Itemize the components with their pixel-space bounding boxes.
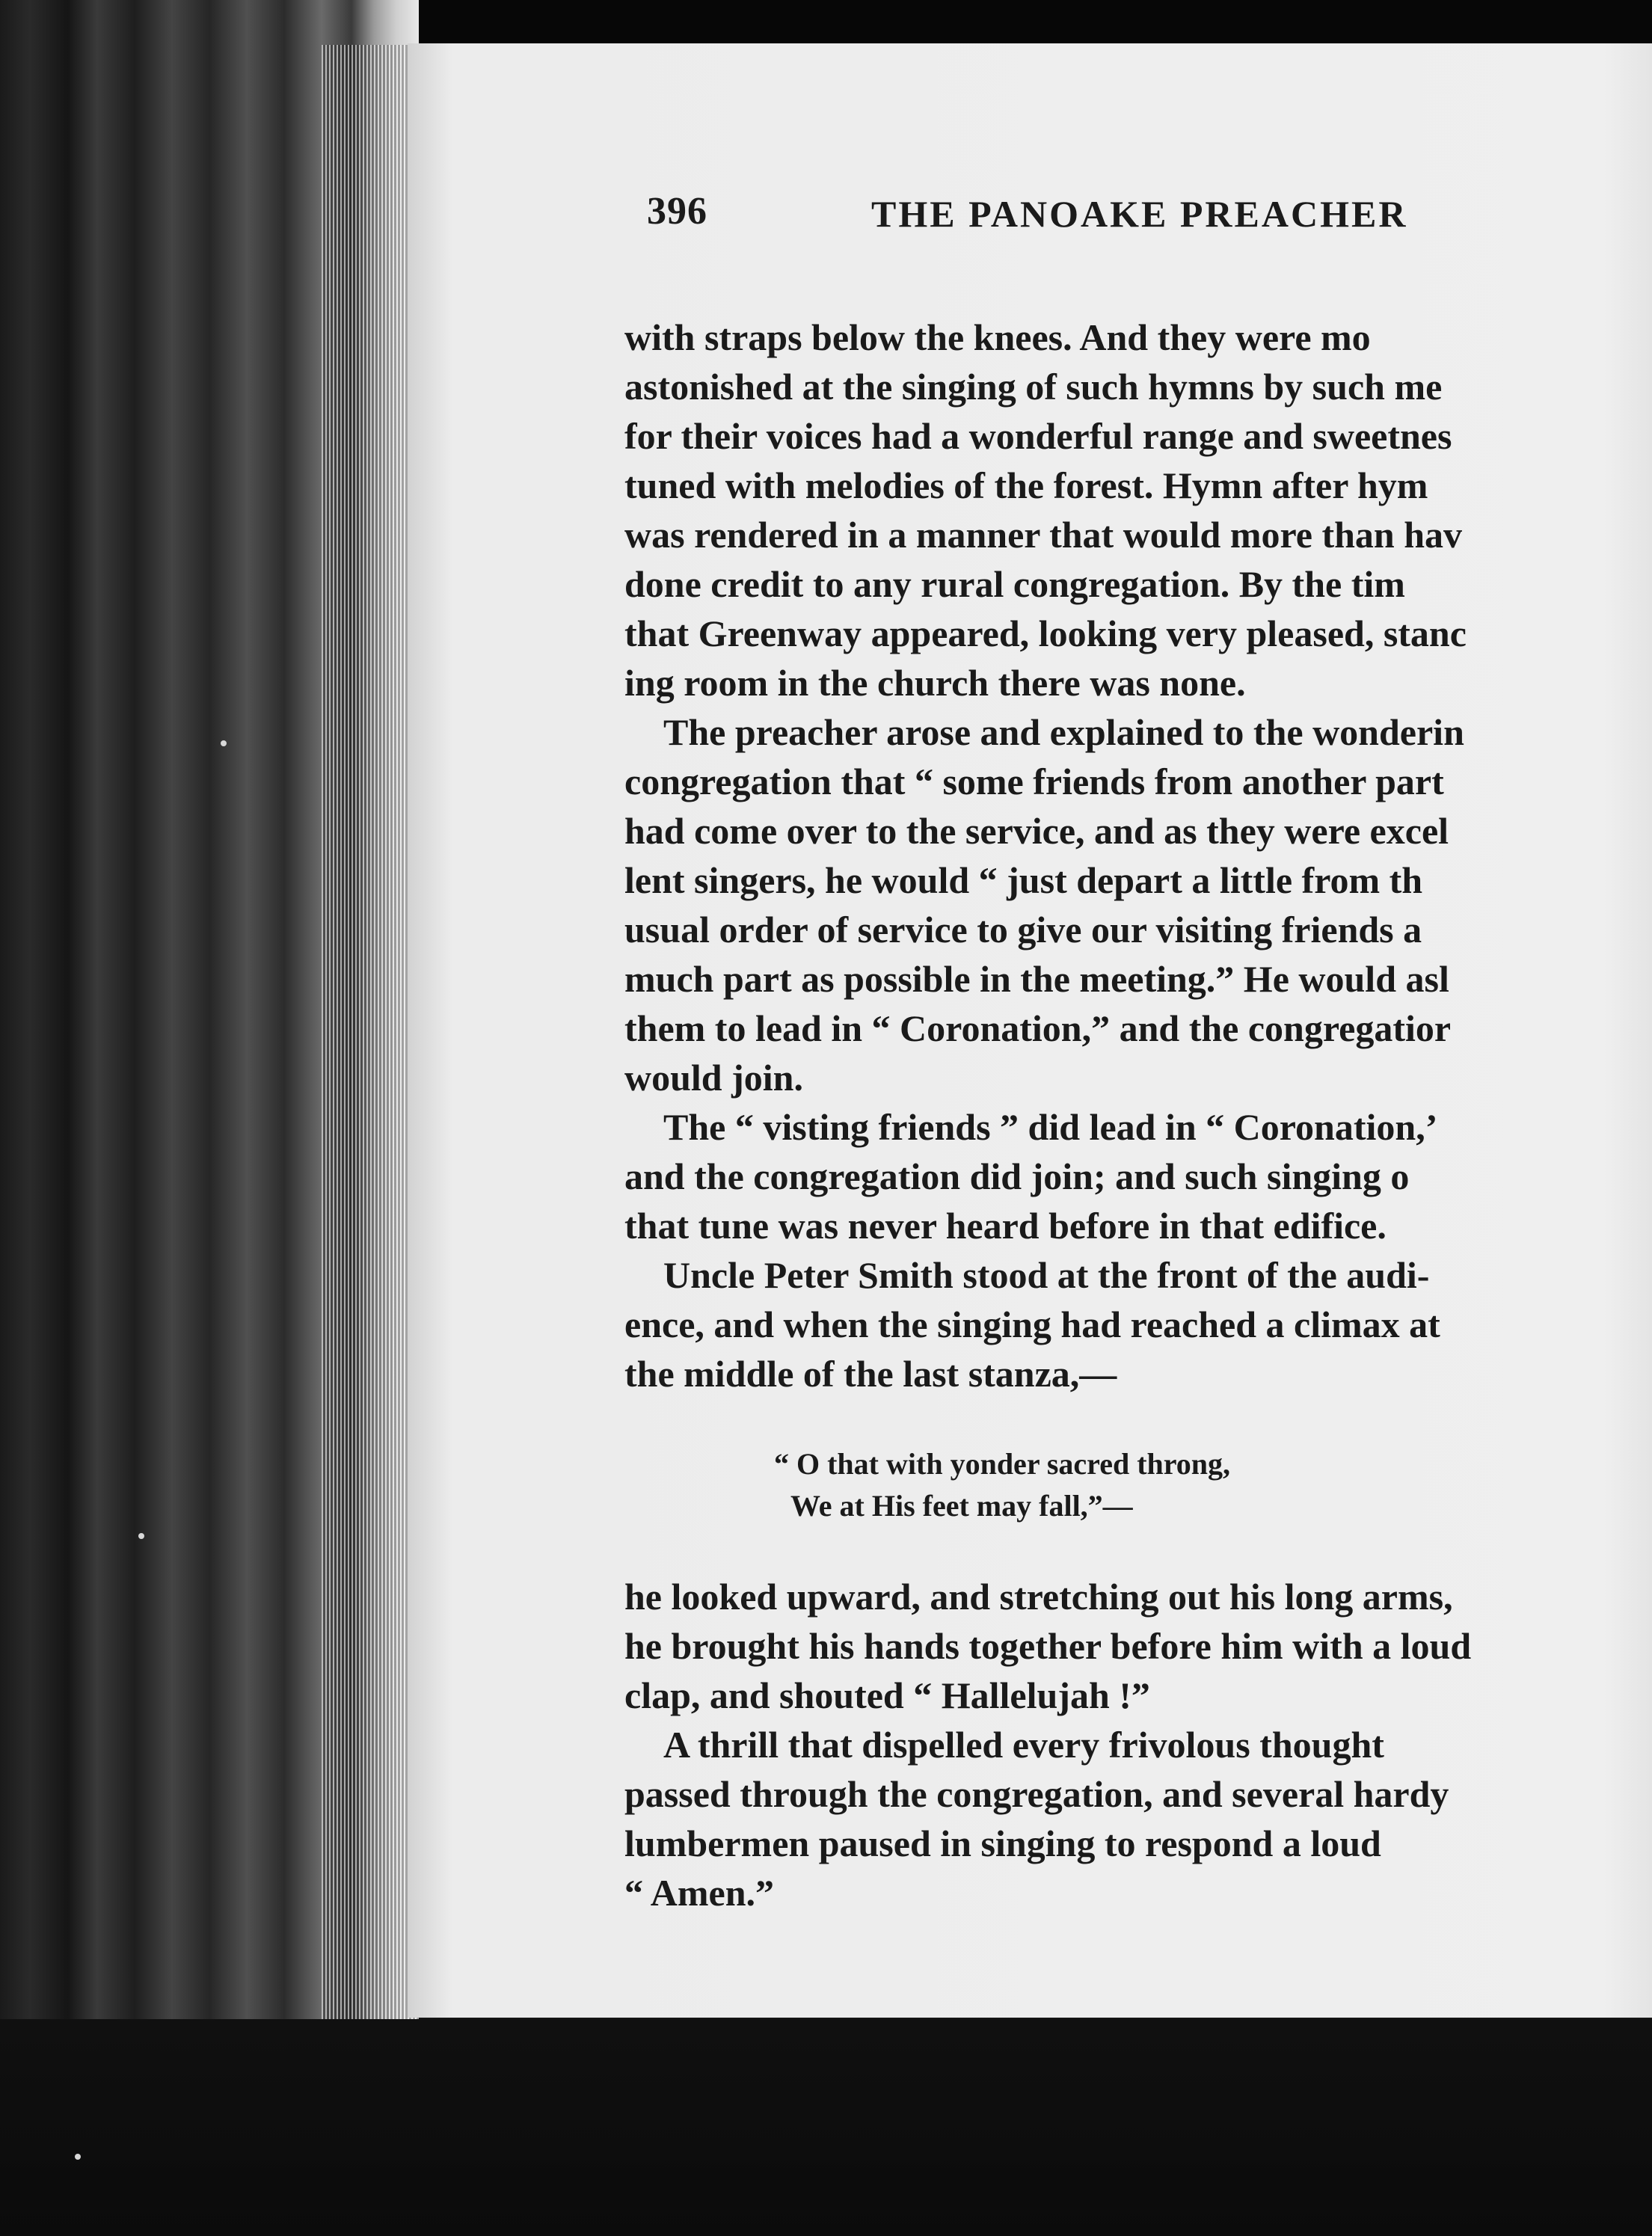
text-line: ence, and when the singing had reached a climax at [624, 1303, 1440, 1345]
hymn-verse [624, 1443, 1652, 1527]
text-line: was rendered in a manner that would more than hav [624, 514, 1463, 556]
text-line: The “ visting friends ” did lead in “ Coronation,’ [663, 1106, 1438, 1148]
page-number: 396 [647, 190, 707, 233]
text-line: “ Amen.” [624, 1872, 774, 1914]
text-line: much part as possible in the meeting.” He would asl [624, 958, 1449, 1000]
text-line: that tune was never heard before in that edifice. [624, 1205, 1387, 1247]
text-line: he looked upward, and stretching out his long arms, [624, 1576, 1453, 1618]
text-line: astonished at the singing of such hymns by such me [624, 366, 1443, 408]
running-title: THE PANOAKE PREACHER [871, 193, 1408, 235]
text-line: the middle of the last stanza,— [624, 1353, 1117, 1395]
paragraphs-before-verse [624, 313, 1652, 1398]
text-line: with straps below the knees. And they were mo [624, 316, 1371, 358]
text-line: usual order of service to give our visiting friends a [624, 909, 1422, 950]
text-line: The preacher arose and explained to the wonderin [663, 711, 1464, 753]
paragraphs-after-verse [624, 1572, 1652, 1917]
verse-line: “ O that with yonder sacred throng, [774, 1447, 1231, 1481]
book-page [408, 43, 1652, 2018]
text-line: tuned with melodies of the forest. Hymn after hym [624, 464, 1428, 506]
text-line: would join. [624, 1057, 803, 1099]
text-line: and the congregation did join; and such singing o [624, 1155, 1410, 1197]
text-line: that Greenway appeared, looking very pleased, stanc [624, 612, 1467, 654]
page-edges [322, 45, 419, 2019]
text-line: for their voices had a wonderful range and sweetnes [624, 415, 1452, 457]
scan-bottom-border [0, 2019, 1652, 2236]
text-line: lent singers, he would “ just depart a little from th [624, 859, 1423, 901]
running-head [647, 189, 1652, 249]
text-line: clap, and shouted “ Hallelujah !” [624, 1674, 1150, 1716]
text-line: he brought his hands together before him with a loud [624, 1625, 1472, 1667]
text-line: done credit to any rural congregation. By the tim [624, 563, 1405, 605]
scan-speck [221, 740, 227, 746]
scan-speck [75, 2154, 81, 2160]
text-line: ing room in the church there was none. [624, 662, 1246, 704]
text-line: Uncle Peter Smith stood at the front of the audi- [663, 1254, 1430, 1296]
text-line: them to lead in “ Coronation,” and the congregatior [624, 1007, 1452, 1049]
page-body [624, 313, 1652, 1917]
text-line: lumbermen paused in singing to respond a loud [624, 1822, 1381, 1864]
verse-line: We at His feet may fall,”— [790, 1489, 1133, 1523]
text-line: A thrill that dispelled every frivolous thought [663, 1724, 1384, 1766]
text-line: congregation that “ some friends from another part [624, 761, 1444, 802]
scan-speck [138, 1533, 144, 1539]
text-line: passed through the congregation, and several hardy [624, 1773, 1449, 1815]
text-line: had come over to the service, and as they were excel [624, 810, 1449, 852]
